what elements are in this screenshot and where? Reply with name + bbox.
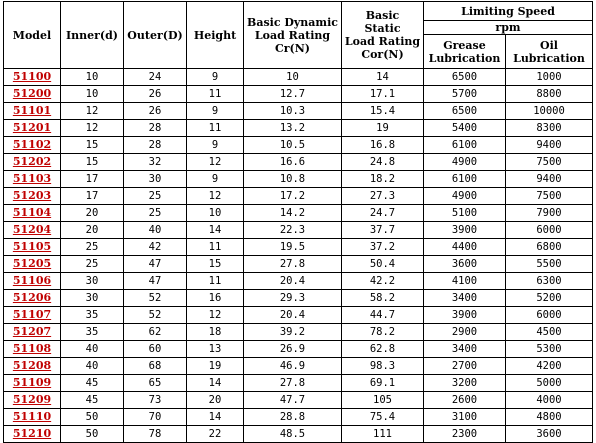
dynamic-cell: 27.8 bbox=[244, 256, 342, 273]
static-cell: 42.2 bbox=[342, 273, 424, 290]
grease-cell: 4900 bbox=[424, 188, 506, 205]
outer-cell: 30 bbox=[124, 171, 187, 188]
table-row bbox=[4, 375, 593, 392]
inner-cell: 10 bbox=[61, 86, 124, 103]
grease-cell: 6500 bbox=[424, 69, 506, 86]
dynamic-cell: 19.5 bbox=[244, 239, 342, 256]
static-cell: 16.8 bbox=[342, 137, 424, 154]
model-link[interactable]: 51210 bbox=[12, 427, 52, 440]
inner-cell: 12 bbox=[61, 103, 124, 120]
outer-cell: 26 bbox=[124, 103, 187, 120]
dynamic-cell: 48.5 bbox=[244, 426, 342, 443]
model-link[interactable]: 51202 bbox=[12, 155, 52, 168]
oil-cell: 5500 bbox=[506, 256, 593, 273]
height-cell: 22 bbox=[187, 426, 244, 443]
height-cell: 12 bbox=[187, 307, 244, 324]
model-link[interactable]: 51200 bbox=[12, 87, 52, 100]
model-cell bbox=[4, 358, 61, 375]
outer-cell: 78 bbox=[124, 426, 187, 443]
grease-cell: 4100 bbox=[424, 273, 506, 290]
header-static-line2: Static bbox=[364, 22, 401, 35]
header-oil-line2: Lubrication bbox=[513, 51, 585, 65]
bearing-spec-table-container bbox=[3, 1, 593, 443]
dynamic-cell: 22.3 bbox=[244, 222, 342, 239]
header-dynamic-line3: Cr(N) bbox=[274, 41, 310, 55]
oil-cell: 1000 bbox=[506, 69, 593, 86]
model-link[interactable]: 51110 bbox=[12, 410, 52, 423]
inner-cell: 30 bbox=[61, 273, 124, 290]
model-link[interactable]: 51201 bbox=[12, 121, 52, 134]
outer-cell: 28 bbox=[124, 120, 187, 137]
model-cell bbox=[4, 409, 61, 426]
grease-cell: 2300 bbox=[424, 426, 506, 443]
table-body bbox=[4, 69, 593, 443]
outer-cell: 70 bbox=[124, 409, 187, 426]
inner-cell: 35 bbox=[61, 324, 124, 341]
inner-cell: 17 bbox=[61, 188, 124, 205]
grease-cell: 2900 bbox=[424, 324, 506, 341]
static-cell: 75.4 bbox=[342, 409, 424, 426]
model-cell bbox=[4, 239, 61, 256]
outer-cell: 40 bbox=[124, 222, 187, 239]
model-link[interactable]: 51105 bbox=[12, 240, 52, 253]
model-cell bbox=[4, 171, 61, 188]
model-link[interactable]: 51106 bbox=[12, 274, 52, 287]
grease-cell: 3900 bbox=[424, 222, 506, 239]
height-cell: 14 bbox=[187, 409, 244, 426]
height-cell: 20 bbox=[187, 392, 244, 409]
outer-cell: 24 bbox=[124, 69, 187, 86]
height-cell: 9 bbox=[187, 171, 244, 188]
height-cell: 9 bbox=[187, 137, 244, 154]
static-cell: 19 bbox=[342, 120, 424, 137]
grease-cell: 5100 bbox=[424, 205, 506, 222]
table-row bbox=[4, 256, 593, 273]
outer-cell: 52 bbox=[124, 290, 187, 307]
outer-cell: 28 bbox=[124, 137, 187, 154]
model-cell bbox=[4, 137, 61, 154]
grease-cell: 3600 bbox=[424, 256, 506, 273]
model-link[interactable]: 51104 bbox=[12, 206, 52, 219]
header-grease-line2: Lubrication bbox=[428, 51, 501, 65]
table-row bbox=[4, 358, 593, 375]
table-row bbox=[4, 426, 593, 443]
oil-cell: 5200 bbox=[506, 290, 593, 307]
dynamic-cell: 10 bbox=[244, 69, 342, 86]
outer-cell: 42 bbox=[124, 239, 187, 256]
grease-cell: 6100 bbox=[424, 171, 506, 188]
model-link[interactable]: 51108 bbox=[12, 342, 52, 355]
static-cell: 24.7 bbox=[342, 205, 424, 222]
height-cell: 18 bbox=[187, 324, 244, 341]
static-cell: 18.2 bbox=[342, 171, 424, 188]
dynamic-cell: 26.9 bbox=[244, 341, 342, 358]
oil-cell: 7500 bbox=[506, 154, 593, 171]
static-cell: 15.4 bbox=[342, 103, 424, 120]
table-row bbox=[4, 69, 593, 86]
grease-cell: 3900 bbox=[424, 307, 506, 324]
outer-cell: 52 bbox=[124, 307, 187, 324]
bearing-spec-table bbox=[3, 1, 593, 443]
table-row bbox=[4, 86, 593, 103]
height-cell: 11 bbox=[187, 120, 244, 137]
dynamic-cell: 47.7 bbox=[244, 392, 342, 409]
inner-cell: 45 bbox=[61, 375, 124, 392]
static-cell: 69.1 bbox=[342, 375, 424, 392]
dynamic-cell: 20.4 bbox=[244, 307, 342, 324]
header-grease bbox=[424, 35, 506, 69]
oil-cell: 9400 bbox=[506, 171, 593, 188]
height-cell: 13 bbox=[187, 341, 244, 358]
grease-cell: 3100 bbox=[424, 409, 506, 426]
table-row bbox=[4, 290, 593, 307]
inner-cell: 45 bbox=[61, 392, 124, 409]
header-rpm: rpm bbox=[424, 21, 593, 35]
model-cell bbox=[4, 307, 61, 324]
model-cell bbox=[4, 426, 61, 443]
grease-cell: 2600 bbox=[424, 392, 506, 409]
outer-cell: 47 bbox=[124, 273, 187, 290]
height-cell: 9 bbox=[187, 103, 244, 120]
model-cell bbox=[4, 120, 61, 137]
dynamic-cell: 46.9 bbox=[244, 358, 342, 375]
model-cell bbox=[4, 205, 61, 222]
dynamic-cell: 14.2 bbox=[244, 205, 342, 222]
dynamic-cell: 10.3 bbox=[244, 103, 342, 120]
height-cell: 12 bbox=[187, 154, 244, 171]
static-cell: 14 bbox=[342, 69, 424, 86]
header-grease-line1: Grease bbox=[443, 38, 486, 52]
model-cell bbox=[4, 290, 61, 307]
inner-cell: 40 bbox=[61, 358, 124, 375]
header-static-load bbox=[342, 2, 424, 69]
dynamic-cell: 13.2 bbox=[244, 120, 342, 137]
header-inner: Inner(d) bbox=[61, 2, 124, 69]
outer-cell: 25 bbox=[124, 205, 187, 222]
inner-cell: 25 bbox=[61, 256, 124, 273]
oil-cell: 6300 bbox=[506, 273, 593, 290]
model-link[interactable]: 51101 bbox=[12, 104, 52, 117]
static-cell: 98.3 bbox=[342, 358, 424, 375]
grease-cell: 2700 bbox=[424, 358, 506, 375]
oil-cell: 7900 bbox=[506, 205, 593, 222]
table-row bbox=[4, 171, 593, 188]
dynamic-cell: 39.2 bbox=[244, 324, 342, 341]
inner-cell: 12 bbox=[61, 120, 124, 137]
model-cell bbox=[4, 154, 61, 171]
outer-cell: 25 bbox=[124, 188, 187, 205]
static-cell: 37.7 bbox=[342, 222, 424, 239]
inner-cell: 15 bbox=[61, 154, 124, 171]
model-cell bbox=[4, 69, 61, 86]
header-oil bbox=[506, 35, 593, 69]
grease-cell: 4900 bbox=[424, 154, 506, 171]
table-row bbox=[4, 188, 593, 205]
header-limiting-speed: Limiting Speed bbox=[424, 2, 593, 21]
model-cell bbox=[4, 273, 61, 290]
model-cell bbox=[4, 375, 61, 392]
model-cell bbox=[4, 103, 61, 120]
model-cell bbox=[4, 341, 61, 358]
table-row bbox=[4, 239, 593, 256]
grease-cell: 4400 bbox=[424, 239, 506, 256]
inner-cell: 50 bbox=[61, 426, 124, 443]
grease-cell: 5700 bbox=[424, 86, 506, 103]
table-row bbox=[4, 222, 593, 239]
table-header bbox=[4, 2, 593, 69]
header-static-line4: Cor(N) bbox=[361, 48, 404, 61]
grease-cell: 3400 bbox=[424, 290, 506, 307]
static-cell: 44.7 bbox=[342, 307, 424, 324]
inner-cell: 25 bbox=[61, 239, 124, 256]
table-row bbox=[4, 120, 593, 137]
dynamic-cell: 16.6 bbox=[244, 154, 342, 171]
model-link[interactable]: 51208 bbox=[12, 359, 52, 372]
height-cell: 12 bbox=[187, 188, 244, 205]
static-cell: 58.2 bbox=[342, 290, 424, 307]
model-link[interactable]: 51204 bbox=[12, 223, 52, 236]
outer-cell: 60 bbox=[124, 341, 187, 358]
model-link[interactable]: 51207 bbox=[12, 325, 52, 338]
dynamic-cell: 29.3 bbox=[244, 290, 342, 307]
dynamic-cell: 12.7 bbox=[244, 86, 342, 103]
model-link[interactable]: 51100 bbox=[12, 70, 52, 83]
static-cell: 78.2 bbox=[342, 324, 424, 341]
table-row bbox=[4, 392, 593, 409]
height-cell: 11 bbox=[187, 273, 244, 290]
outer-cell: 65 bbox=[124, 375, 187, 392]
oil-cell: 7500 bbox=[506, 188, 593, 205]
table-row bbox=[4, 103, 593, 120]
outer-cell: 62 bbox=[124, 324, 187, 341]
inner-cell: 30 bbox=[61, 290, 124, 307]
inner-cell: 17 bbox=[61, 171, 124, 188]
grease-cell: 5400 bbox=[424, 120, 506, 137]
oil-cell: 4000 bbox=[506, 392, 593, 409]
model-link[interactable]: 51206 bbox=[12, 291, 52, 304]
dynamic-cell: 10.8 bbox=[244, 171, 342, 188]
header-static-line3: Load Rating bbox=[344, 35, 421, 48]
inner-cell: 10 bbox=[61, 69, 124, 86]
model-cell bbox=[4, 188, 61, 205]
table-row bbox=[4, 409, 593, 426]
height-cell: 15 bbox=[187, 256, 244, 273]
outer-cell: 73 bbox=[124, 392, 187, 409]
table-row bbox=[4, 205, 593, 222]
height-cell: 14 bbox=[187, 375, 244, 392]
header-height: Height bbox=[187, 2, 244, 69]
oil-cell: 8300 bbox=[506, 120, 593, 137]
height-cell: 11 bbox=[187, 239, 244, 256]
table-row bbox=[4, 307, 593, 324]
inner-cell: 40 bbox=[61, 341, 124, 358]
inner-cell: 15 bbox=[61, 137, 124, 154]
grease-cell: 6100 bbox=[424, 137, 506, 154]
static-cell: 105 bbox=[342, 392, 424, 409]
static-cell: 17.1 bbox=[342, 86, 424, 103]
outer-cell: 68 bbox=[124, 358, 187, 375]
oil-cell: 10000 bbox=[506, 103, 593, 120]
dynamic-cell: 17.2 bbox=[244, 188, 342, 205]
model-link[interactable]: 51209 bbox=[12, 393, 52, 406]
outer-cell: 47 bbox=[124, 256, 187, 273]
header-dynamic-line2: Load Rating bbox=[254, 28, 331, 42]
model-link[interactable]: 51107 bbox=[12, 308, 52, 321]
oil-cell: 6000 bbox=[506, 307, 593, 324]
model-link[interactable]: 51109 bbox=[12, 376, 52, 389]
model-cell bbox=[4, 324, 61, 341]
outer-cell: 32 bbox=[124, 154, 187, 171]
outer-cell: 26 bbox=[124, 86, 187, 103]
static-cell: 62.8 bbox=[342, 341, 424, 358]
height-cell: 19 bbox=[187, 358, 244, 375]
oil-cell: 5300 bbox=[506, 341, 593, 358]
static-cell: 50.4 bbox=[342, 256, 424, 273]
header-oil-line1: Oil bbox=[540, 38, 558, 52]
height-cell: 10 bbox=[187, 205, 244, 222]
inner-cell: 35 bbox=[61, 307, 124, 324]
table-row bbox=[4, 273, 593, 290]
height-cell: 16 bbox=[187, 290, 244, 307]
oil-cell: 6800 bbox=[506, 239, 593, 256]
dynamic-cell: 20.4 bbox=[244, 273, 342, 290]
oil-cell: 6000 bbox=[506, 222, 593, 239]
table-row bbox=[4, 154, 593, 171]
static-cell: 111 bbox=[342, 426, 424, 443]
table-row bbox=[4, 137, 593, 154]
header-model: Model bbox=[4, 2, 61, 69]
dynamic-cell: 27.8 bbox=[244, 375, 342, 392]
height-cell: 11 bbox=[187, 86, 244, 103]
dynamic-cell: 10.5 bbox=[244, 137, 342, 154]
header-static-line1: Basic bbox=[365, 9, 400, 22]
grease-cell: 3200 bbox=[424, 375, 506, 392]
oil-cell: 8800 bbox=[506, 86, 593, 103]
oil-cell: 9400 bbox=[506, 137, 593, 154]
dynamic-cell: 28.8 bbox=[244, 409, 342, 426]
header-dynamic-load bbox=[244, 2, 342, 69]
height-cell: 14 bbox=[187, 222, 244, 239]
static-cell: 27.3 bbox=[342, 188, 424, 205]
inner-cell: 20 bbox=[61, 222, 124, 239]
grease-cell: 3400 bbox=[424, 341, 506, 358]
model-cell bbox=[4, 222, 61, 239]
oil-cell: 5000 bbox=[506, 375, 593, 392]
oil-cell: 4500 bbox=[506, 324, 593, 341]
oil-cell: 3600 bbox=[506, 426, 593, 443]
grease-cell: 6500 bbox=[424, 103, 506, 120]
model-link[interactable]: 51203 bbox=[12, 189, 52, 202]
height-cell: 9 bbox=[187, 69, 244, 86]
header-dynamic-line1: Basic Dynamic bbox=[247, 15, 338, 29]
table-row bbox=[4, 341, 593, 358]
model-cell bbox=[4, 392, 61, 409]
header-outer: Outer(D) bbox=[124, 2, 187, 69]
table-row bbox=[4, 324, 593, 341]
inner-cell: 20 bbox=[61, 205, 124, 222]
model-link[interactable]: 51205 bbox=[12, 257, 52, 270]
oil-cell: 4800 bbox=[506, 409, 593, 426]
inner-cell: 50 bbox=[61, 409, 124, 426]
model-link[interactable]: 51103 bbox=[12, 172, 52, 185]
model-cell bbox=[4, 86, 61, 103]
oil-cell: 4200 bbox=[506, 358, 593, 375]
model-link[interactable]: 51102 bbox=[12, 138, 52, 151]
static-cell: 37.2 bbox=[342, 239, 424, 256]
model-cell bbox=[4, 256, 61, 273]
static-cell: 24.8 bbox=[342, 154, 424, 171]
